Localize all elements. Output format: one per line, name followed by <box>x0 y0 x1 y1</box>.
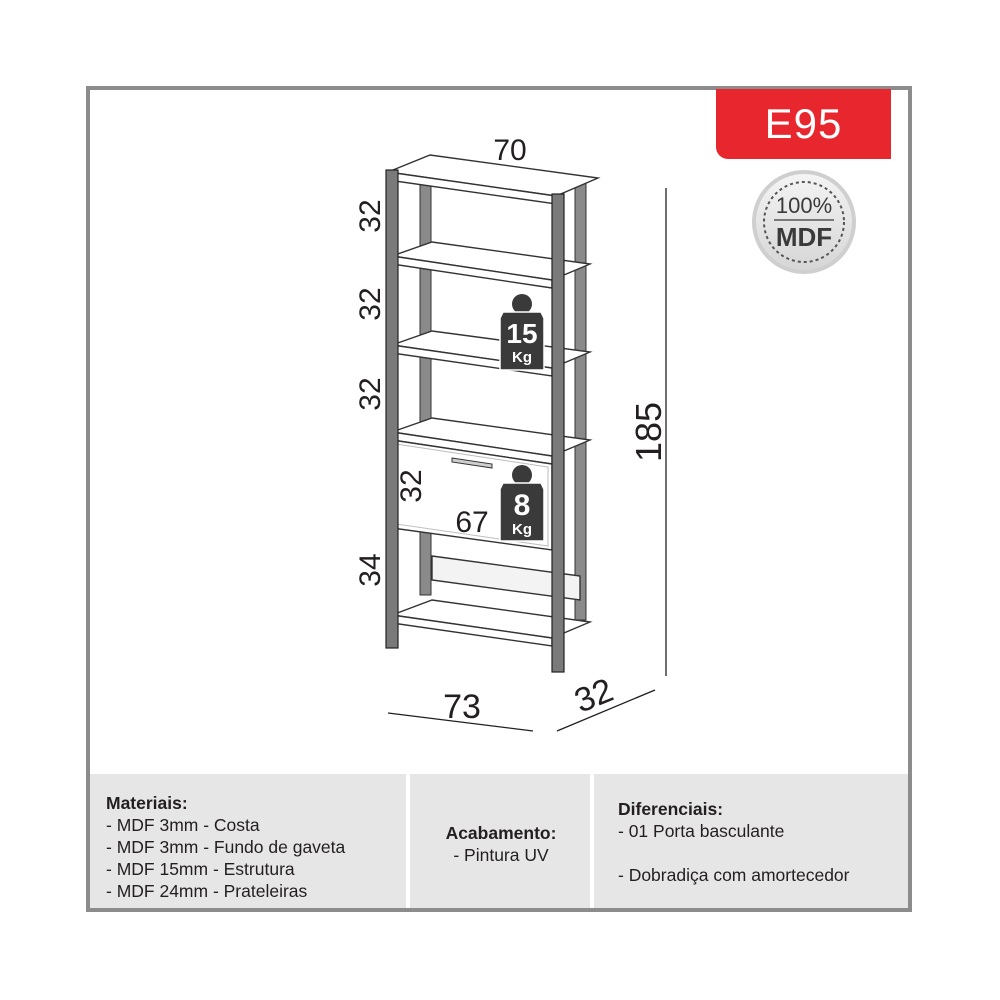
mdf-seal <box>752 170 856 274</box>
dimension-gap-3: 32 <box>354 377 387 411</box>
materials-item: - MDF 3mm - Fundo de gaveta <box>106 837 346 857</box>
materials-title: Materiais: <box>106 793 188 813</box>
features-item: - Dobradiça com amortecedor <box>618 865 850 885</box>
finish-title: Acabamento: <box>445 823 557 843</box>
finish-section <box>412 774 590 908</box>
mdf-seal-percent: 100% <box>775 193 833 218</box>
dimension-depth: 32 <box>569 671 619 721</box>
column-divider <box>590 774 594 908</box>
finish-item: - Pintura UV <box>453 845 549 865</box>
dimension-door-height: 32 <box>395 469 428 503</box>
features-title: Diferenciais: <box>618 799 724 819</box>
dimension-gap-1: 32 <box>354 199 387 233</box>
dimension-top-width: 70 <box>493 134 527 167</box>
dimension-width: 73 <box>443 688 481 726</box>
dimension-gap-2: 32 <box>354 287 387 321</box>
materials-item: - MDF 15mm - Estrutura <box>106 859 295 879</box>
materials-item: - MDF 3mm - Costa <box>106 815 260 835</box>
front-legs <box>386 170 564 672</box>
product-code-badge <box>716 89 891 159</box>
load-tag-8kg-unit: Kg <box>512 521 532 538</box>
info-panel <box>90 774 908 908</box>
load-tag-15kg-value: 15 <box>506 318 538 349</box>
dimension-height: 185 <box>628 401 669 463</box>
dimension-door-width: 67 <box>455 506 489 539</box>
load-tag-15kg-unit: Kg <box>512 349 532 366</box>
product-code: E95 <box>764 100 843 147</box>
features-section <box>618 774 908 908</box>
features-item: - 01 Porta basculante <box>618 821 785 841</box>
materials-item: - MDF 24mm - Prateleiras <box>106 881 308 901</box>
load-tag-15kg <box>500 294 544 370</box>
mdf-seal-mdf: MDF <box>775 222 833 252</box>
column-divider <box>406 774 410 908</box>
dimension-gap-4: 34 <box>354 553 387 587</box>
materials-section <box>106 774 406 908</box>
load-tag-8kg-value: 8 <box>513 489 531 522</box>
